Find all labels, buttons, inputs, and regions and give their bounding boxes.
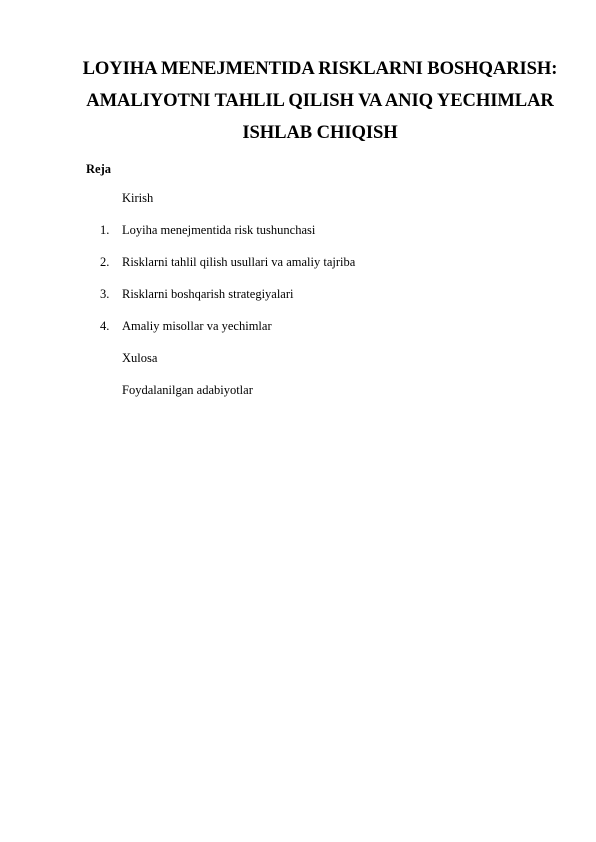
- title-line-1: LOYIHA MENEJMENTIDA RISKLARNI BOSHQARISH:: [82, 58, 558, 79]
- plan-item-text: Kirish: [122, 191, 154, 205]
- plan-item-2: [0, 254, 596, 286]
- plan-item-number: 1.: [100, 223, 110, 237]
- plan-item-references: [0, 382, 596, 414]
- plan-item-text: Foydalanilgan adabiyotlar: [122, 383, 253, 397]
- plan-item-number: 4.: [100, 319, 110, 333]
- plan-item-conclusion: [0, 350, 596, 382]
- plan-item-1: [0, 222, 596, 254]
- plan-item-text: Xulosa: [122, 351, 158, 365]
- plan-item-text: Risklarni tahlil qilish usullari va amaliy tajriba: [122, 255, 356, 269]
- title-line-3: ISHLAB CHIQISH: [242, 122, 398, 143]
- plan-item-text: Amaliy misollar va yechimlar: [122, 319, 272, 333]
- plan-item-number: 3.: [100, 287, 110, 301]
- plan-item-introduction: [0, 190, 596, 222]
- plan-item-text: Loyiha menejmentida risk tushunchasi: [122, 223, 316, 237]
- document-title: [80, 53, 560, 149]
- plan-item-number: 2.: [100, 255, 110, 269]
- plan-list: [0, 190, 596, 414]
- title-line-2: AMALIYOTNI TAHLIL QILISH VA ANIQ YECHIMLAR: [86, 90, 554, 111]
- plan-heading: Reja: [86, 162, 111, 176]
- plan-item-3: [0, 286, 596, 318]
- plan-item-4: [0, 318, 596, 350]
- plan-item-text: Risklarni boshqarish strategiyalari: [122, 287, 294, 301]
